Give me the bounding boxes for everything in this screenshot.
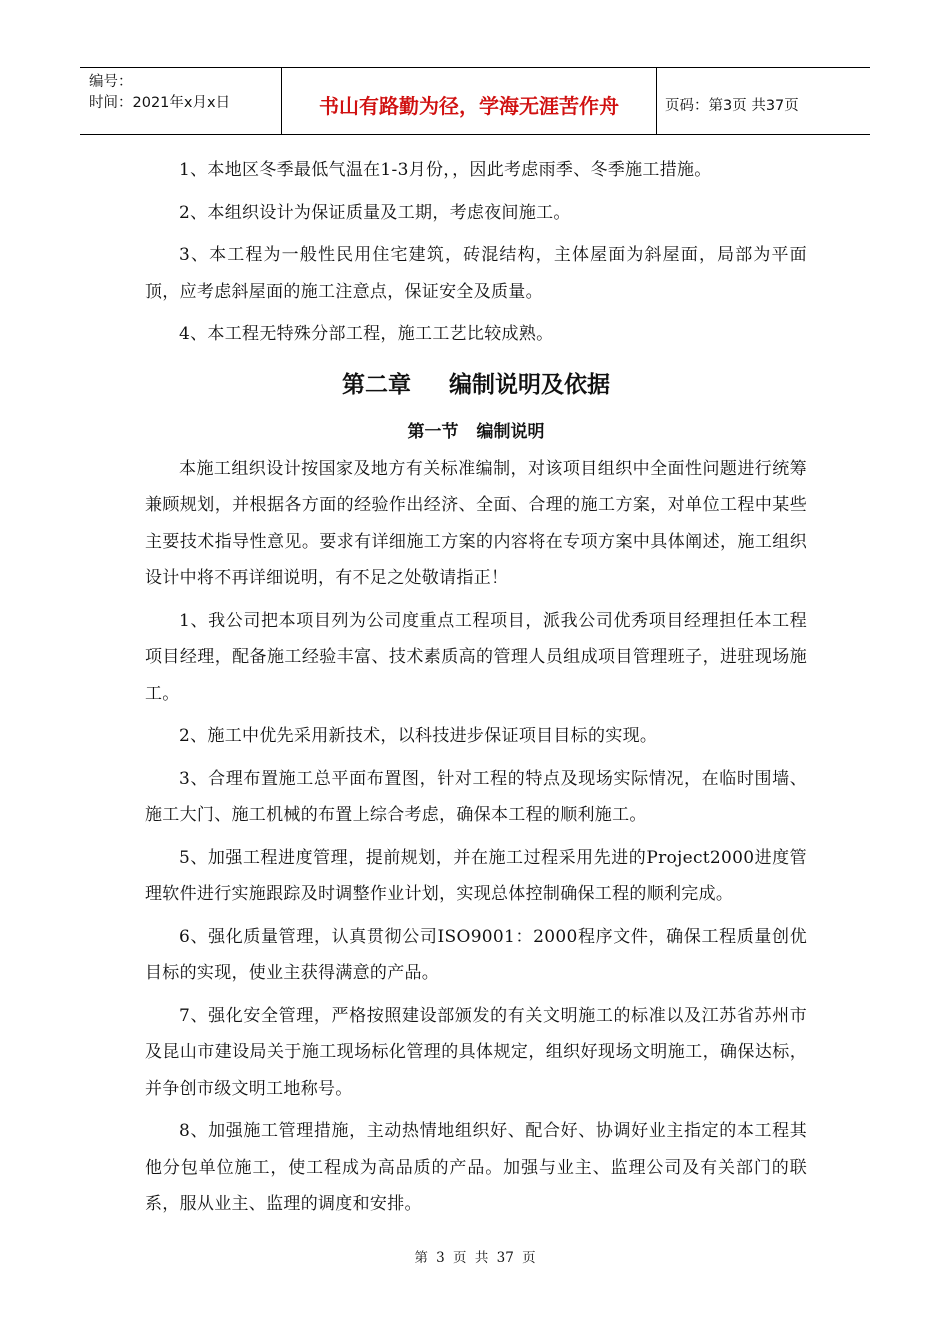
page-footer: 第 3 页 共 37 页 [414, 1250, 536, 1266]
header-page-number: 页码：第3页 共37页 [665, 97, 799, 114]
paragraph: 本施工组织设计按国家及地方有关标准编制，对该项目组织中全面性问题进行统筹兼顾规划，并根据各方面的经验作出经济、全面、合理的施工方案，对单位工程中某些主要技术指导性意见。要求有详细施工方案的内容将在专项方案中具体阐述，施工组织设计中将不再详细说明，有不足之处敬请指正！ [145, 458, 807, 588]
paragraph: 6、强化质量管理，认真贯彻公司ISO9001：2000程序文件，确保工程质量创优目标的实现，使业主获得满意的产品。 [145, 926, 807, 983]
document-number: 编号： [89, 74, 133, 90]
paragraph: 1、我公司把本项目列为公司度重点工程项目，派我公司优秀项目经理担任本工程项目经理，配备施工经验丰富、技术素质高的管理人员组成项目管理班子，进驻现场施工。 [145, 610, 807, 704]
paragraph: 5、加强工程进度管理，提前规划，并在施工过程采用先进的Project2000进度管理软件进行实施跟踪及时调整作业计划，实现总体控制确保工程的顺利完成。 [145, 847, 807, 904]
paragraph: 3、本工程为一般性民用住宅建筑，砖混结构，主体屋面为斜屋面，局部为平面顶，应考虑斜屋面的施工注意点，保证安全及质量。 [145, 245, 807, 302]
chapter-title: 第二章 编制说明及依据 [341, 371, 610, 398]
header-meta [80, 68, 282, 134]
section-title: 第一节 编制说明 [407, 421, 545, 442]
paragraph: 3、合理布置施工总平面布置图，针对工程的特点及现场实际情况，在临时围墙、施工大门、施工机械的布置上综合考虑，确保本工程的顺利施工。 [145, 768, 807, 825]
document-date: 时间：2021年x月x日 [89, 95, 231, 111]
header-slogan: 书山有路勤为径，学海无涯苦作舟 [282, 68, 657, 134]
paragraph: 2、施工中优先采用新技术，以科技进步保证项目目标的实现。 [179, 726, 658, 746]
page-header [80, 67, 870, 135]
document-body [145, 152, 807, 1229]
paragraph: 4、本工程无特殊分部工程，施工工艺比较成熟。 [179, 324, 554, 344]
paragraph: 2、本组织设计为保证质量及工期，考虑夜间施工。 [179, 202, 571, 223]
paragraph: 8、加强施工管理措施，主动热情地组织好、配合好、协调好业主指定的本工程其他分包单位施工，使工程成为高品质的产品。加强与业主、监理公司及有关部门的联系，服从业主、监理的调度和安排。 [145, 1121, 807, 1214]
paragraph: 1、本地区冬季最低气温在1-3月份，，因此考虑雨季、冬季施工措施。 [179, 160, 712, 180]
paragraph: 7、强化安全管理，严格按照建设部颁发的有关文明施工的标准以及江苏省苏州市及昆山市建设局关于施工现场标化管理的具体规定，组织好现场文明施工，确保达标，并争创市级文明工地称号。 [145, 1005, 807, 1099]
